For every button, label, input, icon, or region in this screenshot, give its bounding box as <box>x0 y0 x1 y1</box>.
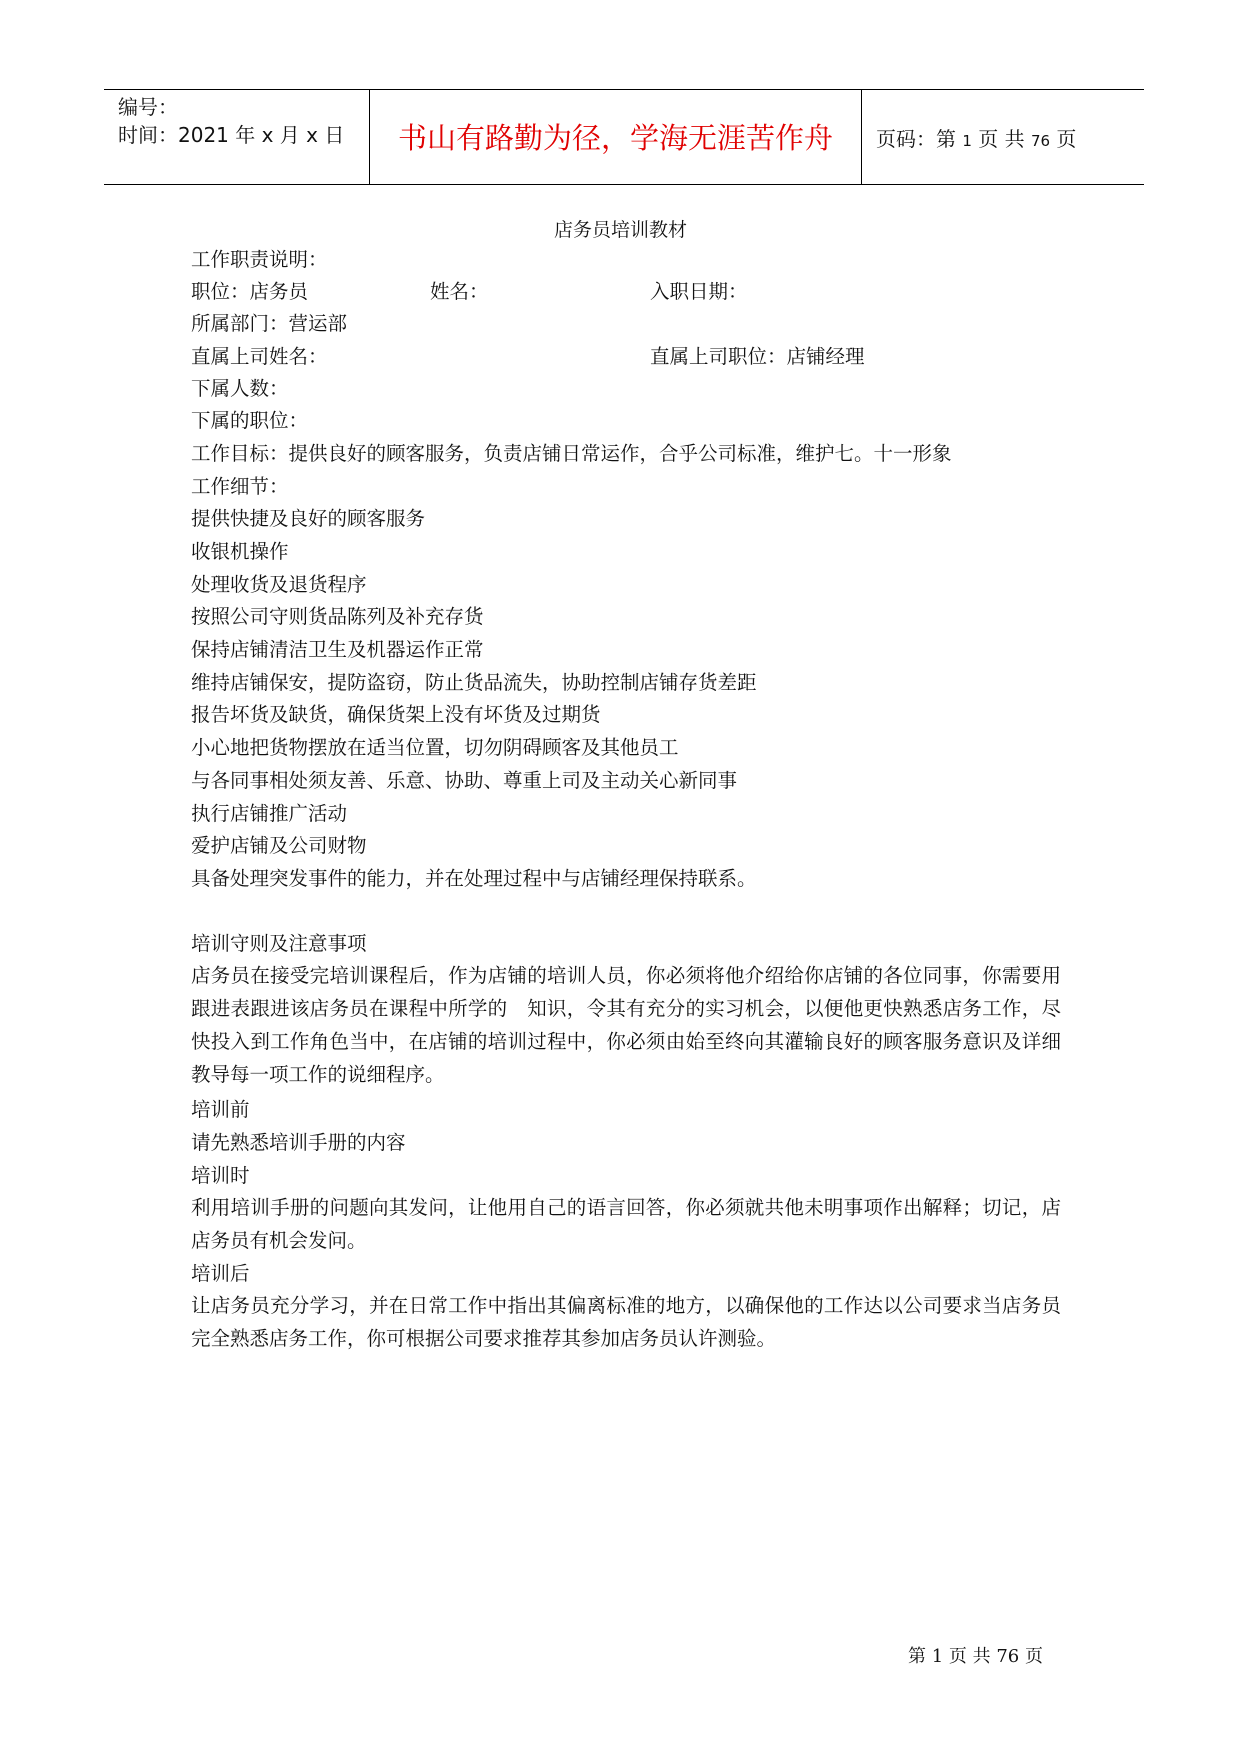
header-page-cell <box>862 90 1144 184</box>
header-page-number: 页码：第 1 页 共 76 页 <box>876 127 1077 151</box>
detail-item: 提供快捷及良好的顾客服务 <box>191 507 426 530</box>
detail-item: 爱护店铺及公司财物 <box>191 834 367 857</box>
department-field: 所属部门：营运部 <box>191 312 348 335</box>
detail-item: 按照公司守则货品陈列及补充存货 <box>191 605 484 628</box>
header-motto-cell <box>370 90 862 184</box>
after-training-text: 让店务员充分学习，并在日常工作中指出其偏离标准的地方，以确保他的工作达以公司要求当店务员完全熟悉店务工作，你可根据公司要求推荐其参加店务员认许测验。 <box>191 1294 1061 1350</box>
header-motto: 书山有路勤为径，学海无涯苦作舟 <box>397 121 833 155</box>
before-training-text: 请先熟悉培训手册的内容 <box>191 1131 406 1154</box>
training-intro: 店务员在接受完培训课程后，作为店铺的培训人员，你必须将他介绍给你店铺的各位同事，你需要用跟进表跟进该店务员在课程中所学的 知识，令其有充分的实习机会，以便他更快熟悉店务工作，尽快投入到工作角色当中，在店铺的培训过程中，你必须由始至终向其灌输良好的顾客服务意识及详细教导每一项工作的说细程序。 <box>191 964 1061 1086</box>
details-heading: 工作细节： <box>191 475 289 498</box>
detail-item: 保持店铺清洁卫生及机器运作正常 <box>191 638 484 661</box>
subordinate-count-field: 下属人数： <box>191 377 289 400</box>
during-training-text: 利用培训手册的问题向其发问，让他用自己的语言回答，你必须就共他未明事项作出解释；切记，店店务员有机会发问。 <box>191 1196 1061 1252</box>
document-code-label: 编号： <box>118 95 178 119</box>
work-goal: 工作目标：提供良好的顾客服务，负责店铺日常运作，合乎公司标准，维护七。十一形象 <box>191 442 952 465</box>
hire-date-field: 入职日期： <box>650 280 748 303</box>
page-header <box>104 89 1144 185</box>
detail-item: 小心地把货物摆放在适当位置，切勿阴碍顾客及其他员工 <box>191 736 679 759</box>
after-training-heading: 培训后 <box>191 1262 250 1285</box>
page-footer: 第 1 页 共 76 页 <box>908 1646 1043 1667</box>
duty-heading: 工作职责说明： <box>191 248 328 271</box>
detail-item: 与各同事相处须友善、乐意、协助、尊重上司及主动关心新同事 <box>191 769 738 792</box>
detail-item: 具备处理突发事件的能力，并在处理过程中与店铺经理保持联系。 <box>191 867 757 890</box>
document-time-label: 时间：2021 年 x 月 x 日 <box>118 123 345 147</box>
detail-item: 收银机操作 <box>191 540 289 563</box>
name-field: 姓名： <box>430 280 489 303</box>
supervisor-name-field: 直属上司姓名： <box>191 345 328 368</box>
supervisor-position-field: 直属上司职位：店铺经理 <box>650 345 865 368</box>
detail-item: 执行店铺推广活动 <box>191 802 348 825</box>
position-field: 职位：店务员 <box>191 280 309 303</box>
document-title: 店务员培训教材 <box>553 219 687 241</box>
subordinate-position-field: 下属的职位： <box>191 409 309 432</box>
detail-item: 维持店铺保安，提防盗窃，防止货品流失，协助控制店铺存货差距 <box>191 671 757 694</box>
before-training-heading: 培训前 <box>191 1098 250 1121</box>
header-meta-cell <box>104 90 370 184</box>
detail-item: 处理收货及退货程序 <box>191 573 367 596</box>
training-heading: 培训守则及注意事项 <box>191 932 367 955</box>
detail-item: 报告坏货及缺货，确保货架上没有坏货及过期货 <box>191 703 601 726</box>
during-training-heading: 培训时 <box>191 1164 250 1187</box>
